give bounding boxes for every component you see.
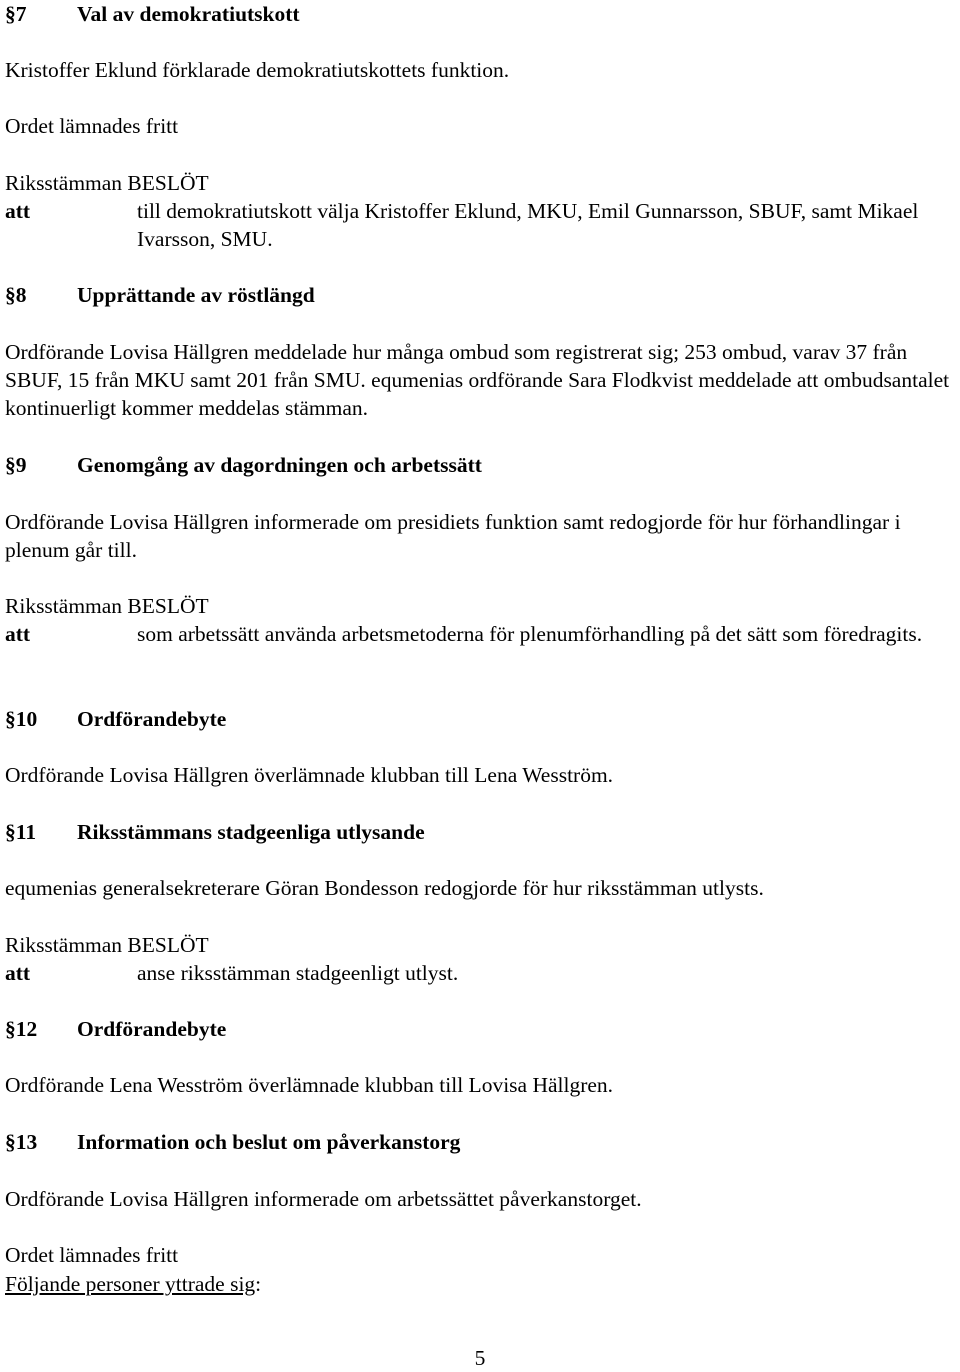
- speakers-colon: :: [255, 1272, 262, 1296]
- section-13-paragraph: Ordförande Lovisa Hällgren informerade om arbetssättet påverkanstorget.: [5, 1187, 642, 1211]
- section-title: Information och beslut om påverkanstorg: [77, 1130, 461, 1154]
- section-number: §7: [5, 2, 27, 26]
- att-label: att: [5, 622, 31, 646]
- section-13-floor-open: Ordet lämnades fritt: [5, 1243, 179, 1267]
- section-13-speakers-line: [5, 1270, 957, 1298]
- section-7-decision-label: Riksstämman BESLÖT: [5, 171, 209, 195]
- att-label: att: [5, 961, 31, 985]
- page-number: 5: [474, 1346, 486, 1370]
- section-13-heading: [5, 1128, 957, 1156]
- section-number: §13: [5, 1130, 38, 1154]
- section-11-heading: [5, 818, 957, 846]
- section-7-paragraph: Kristoffer Eklund förklarade demokratiutskottets funktion.: [5, 58, 510, 82]
- section-11-paragraph: equmenias generalsekreterare Göran Bondesson redogjorde för hur riksstämman utlysts.: [5, 876, 764, 900]
- section-7-floor-open: Ordet lämnades fritt: [5, 114, 179, 138]
- section-title: Val av demokratiutskott: [77, 2, 300, 26]
- section-11-decision-label: Riksstämman BESLÖT: [5, 933, 209, 957]
- section-number: §11: [5, 820, 37, 844]
- section-number: §8: [5, 283, 27, 307]
- section-8-heading: [5, 281, 957, 309]
- section-7-heading: [5, 0, 957, 28]
- att-label: att: [5, 199, 31, 223]
- section-title: Upprättande av röstlängd: [77, 283, 315, 307]
- section-9-heading: [5, 451, 957, 479]
- section-7-decision: [5, 197, 957, 253]
- section-number: §12: [5, 1017, 38, 1041]
- section-10-paragraph: Ordförande Lovisa Hällgren överlämnade klubban till Lena Wesström.: [5, 763, 614, 787]
- section-11-decision: [5, 959, 957, 987]
- section-title: Genomgång av dagordningen och arbetssätt: [77, 453, 482, 477]
- section-9-decision-label: Riksstämman BESLÖT: [5, 594, 209, 618]
- section-number: §10: [5, 707, 38, 731]
- section-number: §9: [5, 453, 27, 477]
- section-12-paragraph: Ordförande Lena Wesström överlämnade klubban till Lovisa Hällgren.: [5, 1073, 614, 1097]
- section-title: Riksstämmans stadgeenliga utlysande: [77, 820, 425, 844]
- section-title: Ordförandebyte: [77, 1017, 227, 1041]
- decision-text: till demokratiutskott välja Kristoffer Eklund, MKU, Emil Gunnarsson, SBUF, samt Mikael Ivarsson, SMU.: [137, 199, 919, 251]
- speakers-heading: Följande personer yttrade sig: [5, 1272, 256, 1296]
- section-8-paragraph: Ordförande Lovisa Hällgren meddelade hur många ombud som registrerat sig; 253 ombud, varav 37 från SBUF, 15 från MKU samt 201 från SMU. equmenias ordförande Sara Flodkvist meddelade att ombudsantalet kontinuerligt kommer meddelas stämman.: [5, 340, 950, 420]
- section-12-heading: [5, 1015, 957, 1043]
- section-9-paragraph: Ordförande Lovisa Hällgren informerade om presidiets funktion samt redogjorde för hur förhandlingar i plenum går till.: [5, 510, 901, 562]
- decision-text: som arbetssätt använda arbetsmetoderna för plenumförhandling på det sätt som föredragits.: [137, 622, 923, 646]
- section-9-decision: [5, 620, 957, 648]
- section-10-heading: [5, 705, 957, 733]
- decision-text: anse riksstämman stadgeenligt utlyst.: [137, 961, 459, 985]
- section-title: Ordförandebyte: [77, 707, 227, 731]
